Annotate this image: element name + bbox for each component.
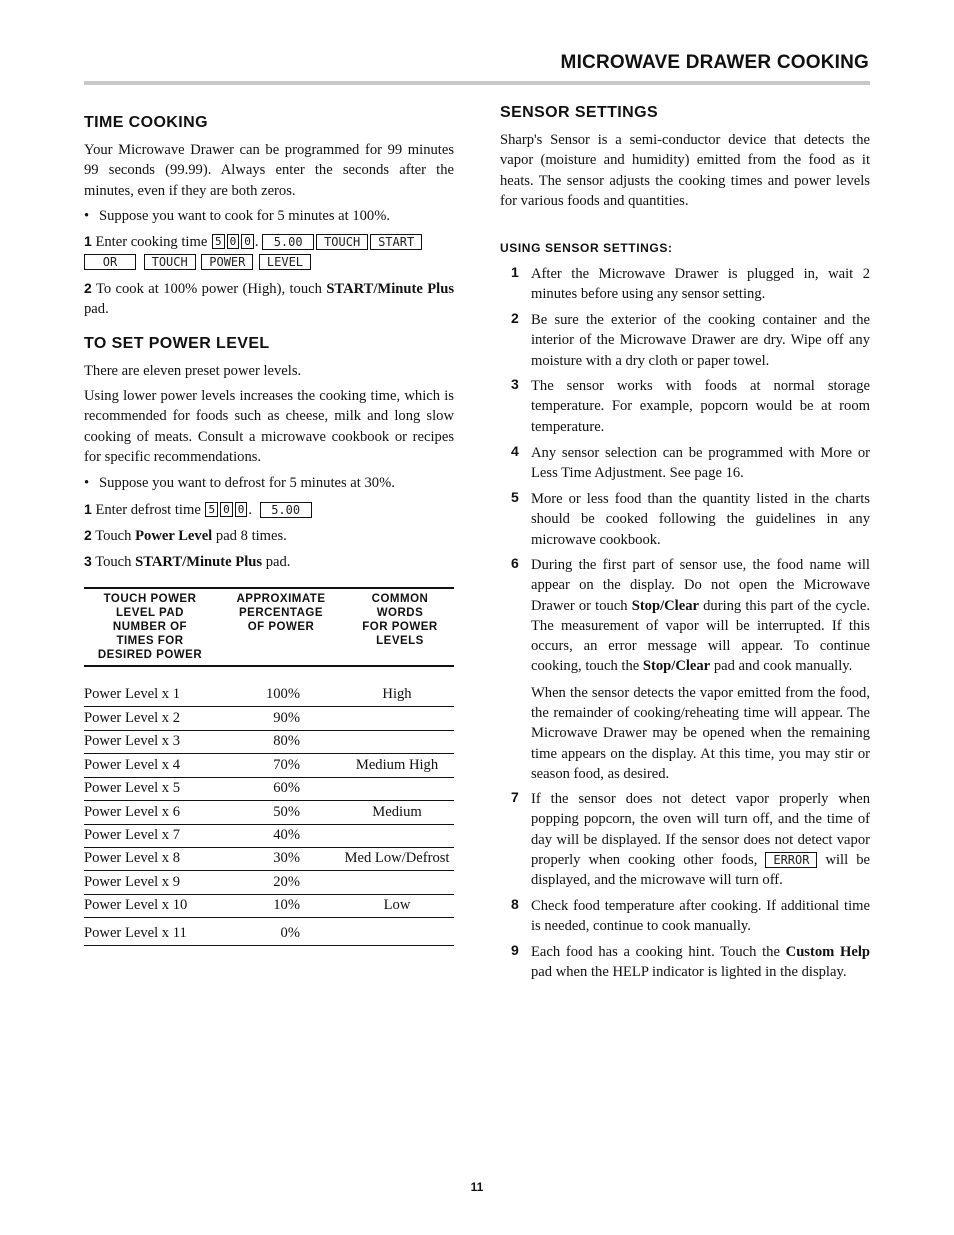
- step-text: pad 8 times.: [212, 528, 287, 544]
- cell-percent: 80%: [273, 733, 300, 750]
- page-title: MICROWAVE DRAWER COOKING: [560, 52, 869, 73]
- sensor-step-4: [500, 443, 870, 484]
- step-text: Check food temperature after cooking. If additional time is needed, continue to cook manually.: [531, 898, 870, 935]
- sensor-intro: Sharp's Sensor is a semi-conductor device that detects the vapor (moisture and humidity) emitted from the food as it heats. The sensor adjusts the cooking times and power levels for various foods and quantities.: [500, 132, 870, 209]
- sensor-step-2: [500, 310, 870, 371]
- header-line: APPROXIMATE: [236, 593, 326, 605]
- step-number: 7: [511, 789, 519, 805]
- step-text: When the sensor detects the vapor emitted from the food, the remainder of cooking/reheating time will appear. The Microwave Drawer may be opened when the remaining time appears on the display. At this time, you may stir or season food, as desired.: [531, 684, 870, 782]
- cell-words: Medium: [372, 804, 422, 821]
- cell-percent: 60%: [273, 780, 300, 797]
- cell-level: Power Level x 6: [84, 804, 181, 821]
- step-text: After the Microwave Drawer is plugged in, wait 2 minutes before using any sensor setting.: [531, 266, 870, 303]
- number-pad-key: 0: [227, 234, 240, 249]
- table-row: [84, 801, 454, 825]
- header-line: TOUCH POWER: [103, 593, 197, 605]
- header-line: LEVELS: [376, 635, 424, 647]
- cell-level: Power Level x 8: [84, 850, 181, 867]
- header-line: FOR POWER: [362, 621, 438, 633]
- cell-level: Power Level x 10: [84, 897, 188, 914]
- table-header-rule: [84, 665, 454, 667]
- display-readout: POWER: [201, 254, 253, 270]
- bullet-dot: •: [84, 208, 90, 224]
- table-row: [84, 847, 454, 871]
- step-number: 6: [511, 555, 519, 571]
- cell-percent: 100%: [265, 686, 300, 703]
- bullet-dot: •: [84, 475, 90, 491]
- cell-percent: 50%: [273, 804, 300, 821]
- cell-level: Power Level x 2: [84, 710, 181, 727]
- display-readout: LEVEL: [259, 254, 311, 270]
- sensor-subheading: USING SENSOR SETTINGS:: [500, 241, 673, 255]
- time-cooking-step-2: [84, 278, 454, 320]
- cell-words: Medium High: [355, 757, 439, 774]
- pad-name: START/Minute Plus: [326, 281, 454, 297]
- power-level-p2: Using lower power levels increases the cooking time, which is recommended for foods such as cheese, milk and long slow cooking of meats. Consult a microwave cookbook or recipes for specific recommendations.: [84, 388, 454, 465]
- cell-level: Power Level x 4: [84, 757, 181, 774]
- cell-percent: 70%: [273, 757, 300, 774]
- table-row: [84, 894, 454, 918]
- table-row: [84, 824, 454, 848]
- pad-name: Power Level: [135, 528, 213, 544]
- header-line: COMMON: [371, 593, 429, 605]
- display-readout: 5.00: [262, 234, 314, 250]
- sensor-step-8: [500, 896, 870, 937]
- time-cooking-step-1: 1 Enter cooking time 5 0 0 . 5.00 TOUCH START OR TOUCH POWER LEVEL: [84, 231, 456, 272]
- cell-level: Power Level x 11: [84, 925, 187, 941]
- table-row: [84, 777, 454, 801]
- step-text: pad.: [262, 554, 291, 570]
- sensor-step-9: [500, 942, 870, 983]
- table-row: [84, 730, 454, 754]
- pad-name: Stop/Clear: [642, 658, 711, 675]
- step-text: Touch: [95, 528, 136, 544]
- cell-words: High: [382, 686, 412, 703]
- header-line: DESIRED POWER: [97, 649, 203, 661]
- cell-level: Power Level x 7: [84, 827, 181, 844]
- header-line: LEVEL PAD: [116, 607, 184, 619]
- step-text: [531, 942, 870, 983]
- step-text: pad.: [84, 301, 109, 318]
- text-run: During the first part of sensor use, the food name will appear on the display. Do not open the Microwave Drawer or touch: [531, 557, 870, 614]
- table-header-percentage: [226, 592, 336, 634]
- step-text: To cook at 100% power (High), touch: [95, 281, 327, 297]
- bullet-text: Suppose you want to defrost for 5 minutes at 30%.: [99, 475, 395, 491]
- sensor-step-7: [500, 789, 870, 890]
- number-pad-key: 0: [235, 502, 248, 517]
- cell-percent: 20%: [273, 874, 300, 891]
- header-line: WORDS: [376, 607, 424, 619]
- step-number: 1: [84, 233, 92, 249]
- cell-level: Power Level x 5: [84, 780, 181, 797]
- table-row: [84, 754, 454, 778]
- step-number: 3: [511, 376, 519, 392]
- step-number: 2: [84, 527, 92, 543]
- table-row: [84, 707, 454, 731]
- cell-words: Med Low/Defrost: [344, 850, 450, 867]
- cell-words: Low: [383, 897, 411, 914]
- table-row: [84, 871, 454, 895]
- power-level-heading: TO SET POWER LEVEL: [84, 335, 270, 352]
- power-level-bullet: [84, 473, 454, 493]
- cell-level: Power Level x 9: [84, 874, 181, 891]
- step-number: 9: [511, 942, 519, 958]
- number-pad-key: 0: [220, 502, 233, 517]
- sensor-step-6: [500, 555, 870, 784]
- table-row: [84, 683, 454, 707]
- pad-name: Stop/Clear: [631, 597, 699, 614]
- sensor-step-1: [500, 264, 870, 305]
- cell-percent: 40%: [273, 827, 300, 844]
- step-text: Touch: [95, 554, 136, 570]
- cell-percent: 90%: [273, 710, 300, 727]
- table-top-rule: [84, 587, 454, 589]
- cell-level: Power Level x 1: [84, 686, 181, 703]
- display-readout: ERROR: [765, 852, 817, 868]
- step-number: 4: [511, 443, 519, 459]
- text-run: Each food has a cooking hint. Touch the: [531, 944, 786, 960]
- power-level-step-3: [84, 551, 290, 572]
- step-text: [531, 555, 870, 677]
- step-number: 3: [84, 553, 92, 569]
- text-run: If the sensor does not detect vapor properly when popping popcorn, the oven will turn off, and the time of day will be displayed. If the sensor does not detect vapor properly when cooking other foods,: [531, 791, 870, 868]
- cell-percent: 0%: [280, 925, 300, 941]
- header-line: NUMBER OF: [112, 621, 188, 633]
- step-text: Enter cooking time: [95, 234, 208, 250]
- page-number: 11: [470, 1180, 484, 1194]
- number-pad-key: 5: [212, 234, 225, 249]
- time-cooking-bullet: [84, 206, 454, 226]
- display-readout: START: [370, 234, 422, 250]
- step-text: [531, 789, 870, 890]
- pad-name: Custom Help: [785, 944, 871, 960]
- display-readout: 5.00: [260, 502, 312, 518]
- display-readout: TOUCH: [144, 254, 196, 270]
- step-number: 5: [511, 489, 519, 505]
- step-number: 8: [511, 896, 519, 912]
- header-line: OF POWER: [247, 621, 315, 633]
- step-text: Any sensor selection can be programmed with More or Less Time Adjustment. See page 16.: [531, 445, 870, 482]
- pad-name: START/Minute Plus: [135, 554, 263, 570]
- display-readout: TOUCH: [316, 234, 368, 250]
- table-row: [84, 918, 454, 946]
- cell-percent: 30%: [273, 850, 300, 867]
- text-run: pad when the HELP indicator is lighted in the display.: [531, 964, 847, 981]
- display-readout: OR: [84, 254, 136, 270]
- time-cooking-intro: Your Microwave Drawer can be programmed for 99 minutes 99 seconds (99.99). Always enter the seconds after the minutes, even if they are both zeros.: [84, 142, 454, 199]
- number-pad-key: 0: [241, 234, 254, 249]
- table-header-touch-power: [84, 592, 216, 662]
- bullet-text: Suppose you want to cook for 5 minutes at 100%.: [99, 208, 391, 224]
- step-text: The sensor works with foods at normal storage temperature. For example, popcorn would be at room temperature.: [531, 378, 870, 435]
- cell-level: Power Level x 3: [84, 733, 181, 750]
- step-text: Be sure the exterior of the cooking container and the interior of the Microwave Drawer are dry. Wipe off any moisture with a dry cloth or paper towel.: [531, 312, 870, 369]
- step-number: 2: [84, 280, 92, 296]
- text-run: pad and cook manually.: [710, 658, 853, 675]
- step-number: 2: [511, 310, 519, 326]
- sensor-step-5: [500, 489, 870, 550]
- step-number: 1: [511, 264, 519, 280]
- power-level-p1: There are eleven preset power levels.: [84, 363, 302, 379]
- cell-percent: 10%: [273, 897, 300, 914]
- power-level-step-2: [84, 525, 287, 546]
- text-run: will be displayed, and the microwave will turn off.: [531, 851, 870, 889]
- header-line: PERCENTAGE: [238, 607, 324, 619]
- text-run: during this part of the cycle. The measurement of vapor will be interrupted. If this occurs, an error message will appear. To continue cooking, touch the: [531, 597, 871, 675]
- power-level-step-1: 1 Enter defrost time 5 0 0 . 5.00: [84, 499, 312, 520]
- number-pad-key: 5: [205, 502, 218, 517]
- step-text: Enter defrost time: [95, 502, 201, 518]
- step-number: 1: [84, 501, 92, 517]
- table-header-common-words: [346, 592, 454, 648]
- sensor-step-3: [500, 376, 870, 437]
- step-text: More or less food than the quantity listed in the charts should be cooked following the guidelines in any microwave cookbook.: [531, 491, 870, 548]
- header-rule: [84, 81, 870, 85]
- sensor-heading: SENSOR SETTINGS: [500, 104, 659, 121]
- header-line: TIMES FOR: [116, 635, 184, 647]
- time-cooking-heading: TIME COOKING: [84, 114, 208, 131]
